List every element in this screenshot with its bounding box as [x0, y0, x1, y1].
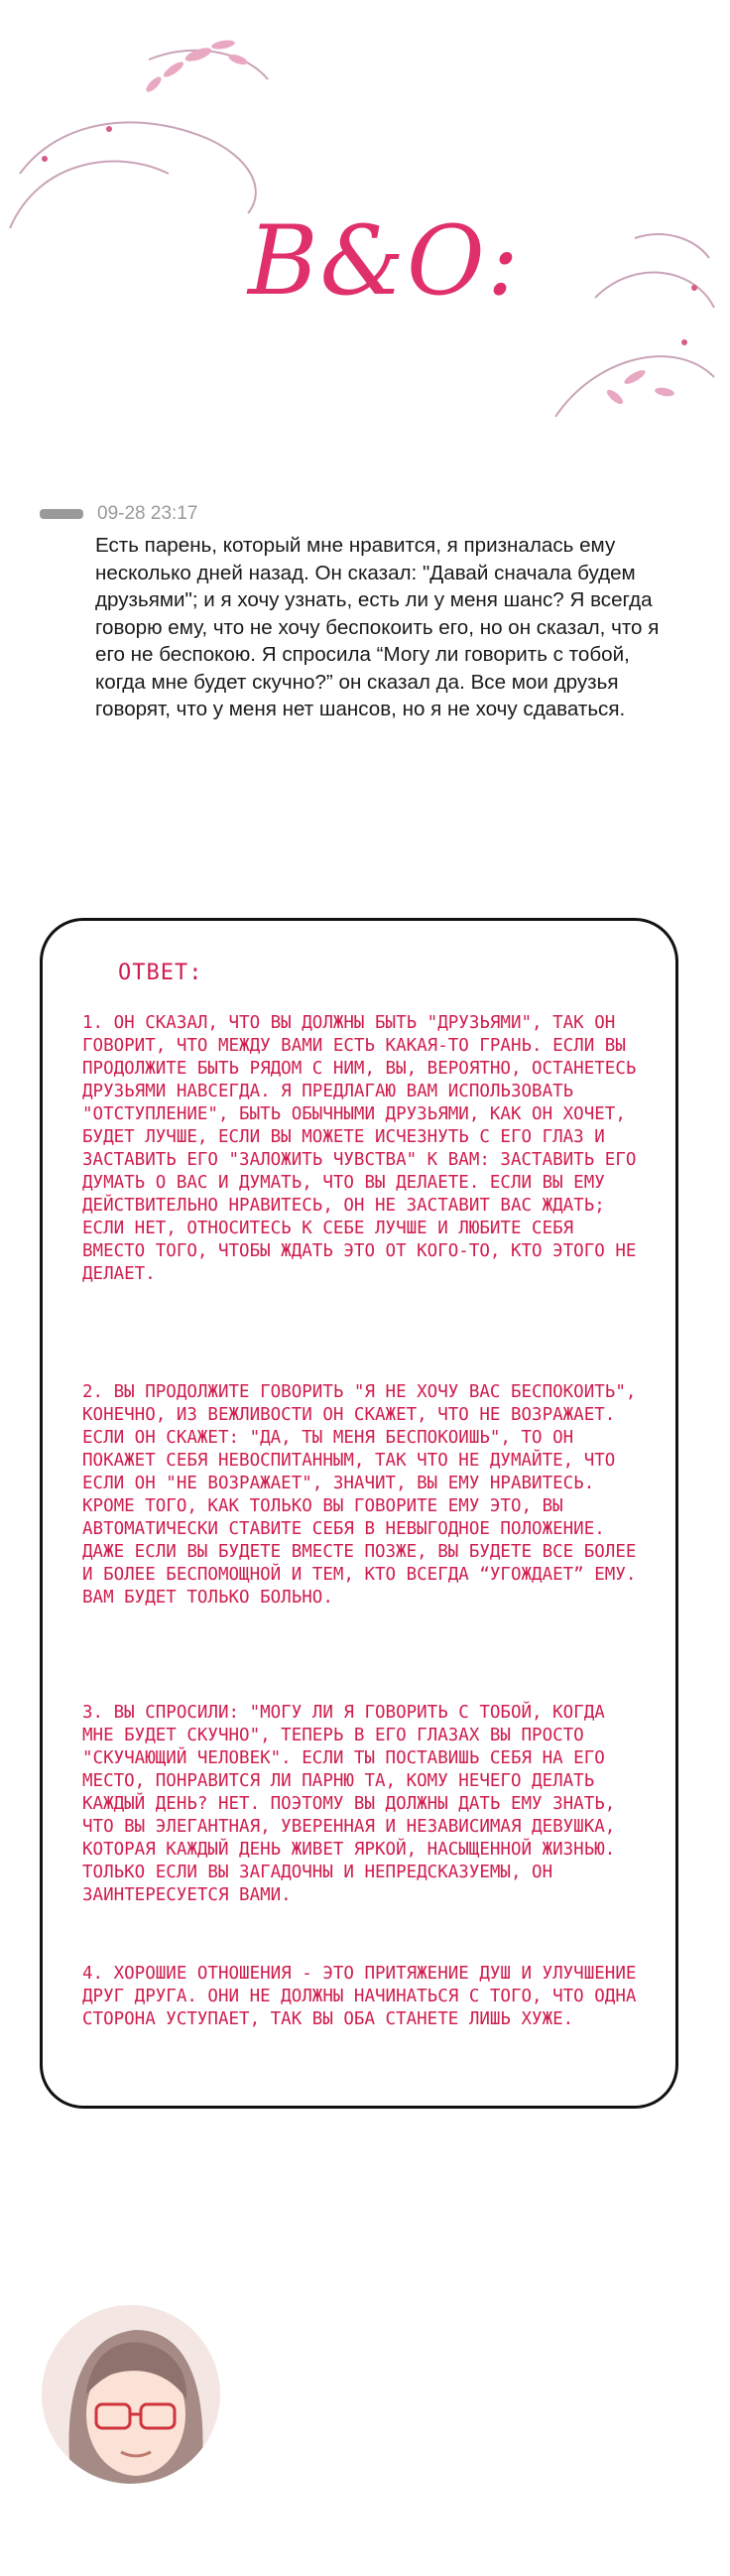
- user-avatar-thumb: [40, 509, 83, 519]
- answer-paragraph-3: 3. ВЫ СПРОСИЛИ: "МОГУ ЛИ Я ГОВОРИТЬ С ТОБОЙ, КОГДА МНЕ БУДЕТ СКУЧНО", ТЕПЕРЬ В ЕГО ГЛАЗАХ ВЫ ПРОСТО "СКУЧАЮЩИЙ ЧЕЛОВЕК". ЕСЛИ ТЫ ПОСТАВИШЬ СЕБЯ НА ЕГО МЕСТО, ПОНРАВИТСЯ ЛИ ПАРНЮ ТА, КОМУ НЕЧЕГО ДЕЛАТЬ КАЖДЫЙ ДЕНЬ? НЕТ. ПОЭТОМУ ВЫ ДОЛЖНЫ ДАТЬ ЕМУ ЗНАТЬ, ЧТО ВЫ ЭЛЕГАНТНАЯ, УВЕРЕННАЯ И НЕЗАВИСИМАЯ ДЕВУШКА, КОТОРАЯ КАЖДЫЙ ДЕНЬ ЖИВЕТ ЯРКОЙ, НАСЫЩЕННОЙ ЖИЗНЬЮ. ТОЛЬКО ЕСЛИ ВЫ ЗАГАДОЧНЫ И НЕПРЕДСКАЗУЕМЫ, ОН ЗАИНТЕРЕСУЕТСЯ ВАМИ.: [82, 1703, 616, 1905]
- answer-card: [40, 918, 678, 2109]
- post-meta: [40, 502, 197, 526]
- answer-paragraph-1: 1. ОН СКАЗАЛ, ЧТО ВЫ ДОЛЖНЫ БЫТЬ "ДРУЗЬЯМИ", ТАК ОН ГОВОРИТ, ЧТО МЕЖДУ ВАМИ ЕСТЬ КАКАЯ-ТО ГРАНЬ. ЕСЛИ ВЫ ПРОДОЛЖИТЕ БЫТЬ РЯДОМ С НИМ, ВЫ, ВЕРОЯТНО, ОСТАНЕТЕСЬ ДРУЗЬЯМИ НАВСЕГДА. Я ПРЕДЛАГАЮ ВАМ ИСПОЛЬЗОВАТЬ "ОТСТУПЛЕНИЕ", БЫТЬ ОБЫЧНЫМИ ДРУЗЬЯМИ, КАК ОН ХОЧЕТ, БУДЕТ ЛУЧШЕ, ЕСЛИ ВЫ МОЖЕТЕ ИСЧЕЗНУТЬ С ЕГО ГЛАЗ И ЗАСТАВИТЬ ЕГО "ЗАЛОЖИТЬ ЧУВСТВА" К ВАМ: ЗАСТАВИТЬ ЕГО ДУМАТЬ О ВАС И ДУМАТЬ, ЧТО ВЫ ДЕЛАЕТЕ. ЕСЛИ ВЫ ЕМУ ДЕЙСТВИТЕЛЬНО НРАВИТЕСЬ, ОН НЕ ЗАСТАВИТ ВАС ЖДАТЬ; ЕСЛИ НЕТ, ОТНОСИТЕСЬ К СЕБЕ ЛУЧШЕ И ЛЮБИТЕ СЕБЯ ВМЕСТО ТОГО, ЧТОБЫ ЖДАТЬ ЭТО ОТ КОГО-ТО, КТО ЭТОГО НЕ ДЕЛАЕТ.: [82, 1013, 637, 1284]
- answer-paragraph-4: 4. ХОРОШИЕ ОТНОШЕНИЯ - ЭТО ПРИТЯЖЕНИЕ ДУШ И УЛУЧШЕНИЕ ДРУГ ДРУГА. ОНИ НЕ ДОЛЖНЫ НАЧИНАТЬСЯ С ТОГО, ЧТО ОДНА СТОРОНА УСТУПАЕТ, ТАК ВЫ ОБА СТАНЕТЕ ЛИШЬ ХУЖЕ.: [82, 1964, 637, 2029]
- author-avatar: [42, 2305, 220, 2484]
- answer-title: ОТВЕТ:: [118, 961, 203, 985]
- logo-text: B&O:: [248, 205, 522, 317]
- question-text: Есть парень, который мне нравится, я призналась ему несколько дней назад. Он сказал: "Давай сначала будем друзьями"; и я хочу узнать, есть ли у меня шанс? Я всегда говорю ему, что не хочу беспокоить его, но он сказал, что я его не беспокою. Я спросила “Могу ли говорить с тобой, когда мне будет скучно?” он сказал да. Все мои друзья говорят, что у меня нет шансов, но я не хочу сдаваться.: [95, 534, 660, 720]
- post-date: 09-28 23:17: [97, 503, 198, 524]
- answer-paragraph-2: 2. ВЫ ПРОДОЛЖИТЕ ГОВОРИТЬ "Я НЕ ХОЧУ ВАС БЕСПОКОИТЬ", КОНЕЧНО, ИЗ ВЕЖЛИВОСТИ ОН СКАЖЕТ, ЧТО НЕ ВОЗРАЖАЕТ. ЕСЛИ ОН СКАЖЕТ: "ДА, ТЫ МЕНЯ БЕСПОКОИШЬ", ТО ОН ПОКАЖЕТ СЕБЯ НЕВОСПИТАННЫМ, ТАК ЧТО НЕ ДУМАЙТЕ, ЧТО ЕСЛИ ОН "НЕ ВОЗРАЖАЕТ", ЗНАЧИТ, ВЫ ЕМУ НРАВИТЕСЬ. КРОМЕ ТОГО, КАК ТОЛЬКО ВЫ ГОВОРИТЕ ЕМУ ЭТО, ВЫ АВТОМАТИЧЕСКИ СТАВИТЕ СЕБЯ В НЕВЫГОДНОЕ ПОЛОЖЕНИЕ. ДАЖЕ ЕСЛИ ВЫ БУДЕТЕ ВМЕСТЕ ПОЗЖЕ, ВЫ БУДЕТЕ ВСЕ БОЛЕЕ И БОЛЕЕ БЕСПОМОЩНОЙ И ТЕМ, КТО ВСЕГДА “УГОЖДАЕТ” ЕМУ. ВАМ БУДЕТ ТОЛЬКО БОЛЬНО.: [82, 1382, 637, 1608]
